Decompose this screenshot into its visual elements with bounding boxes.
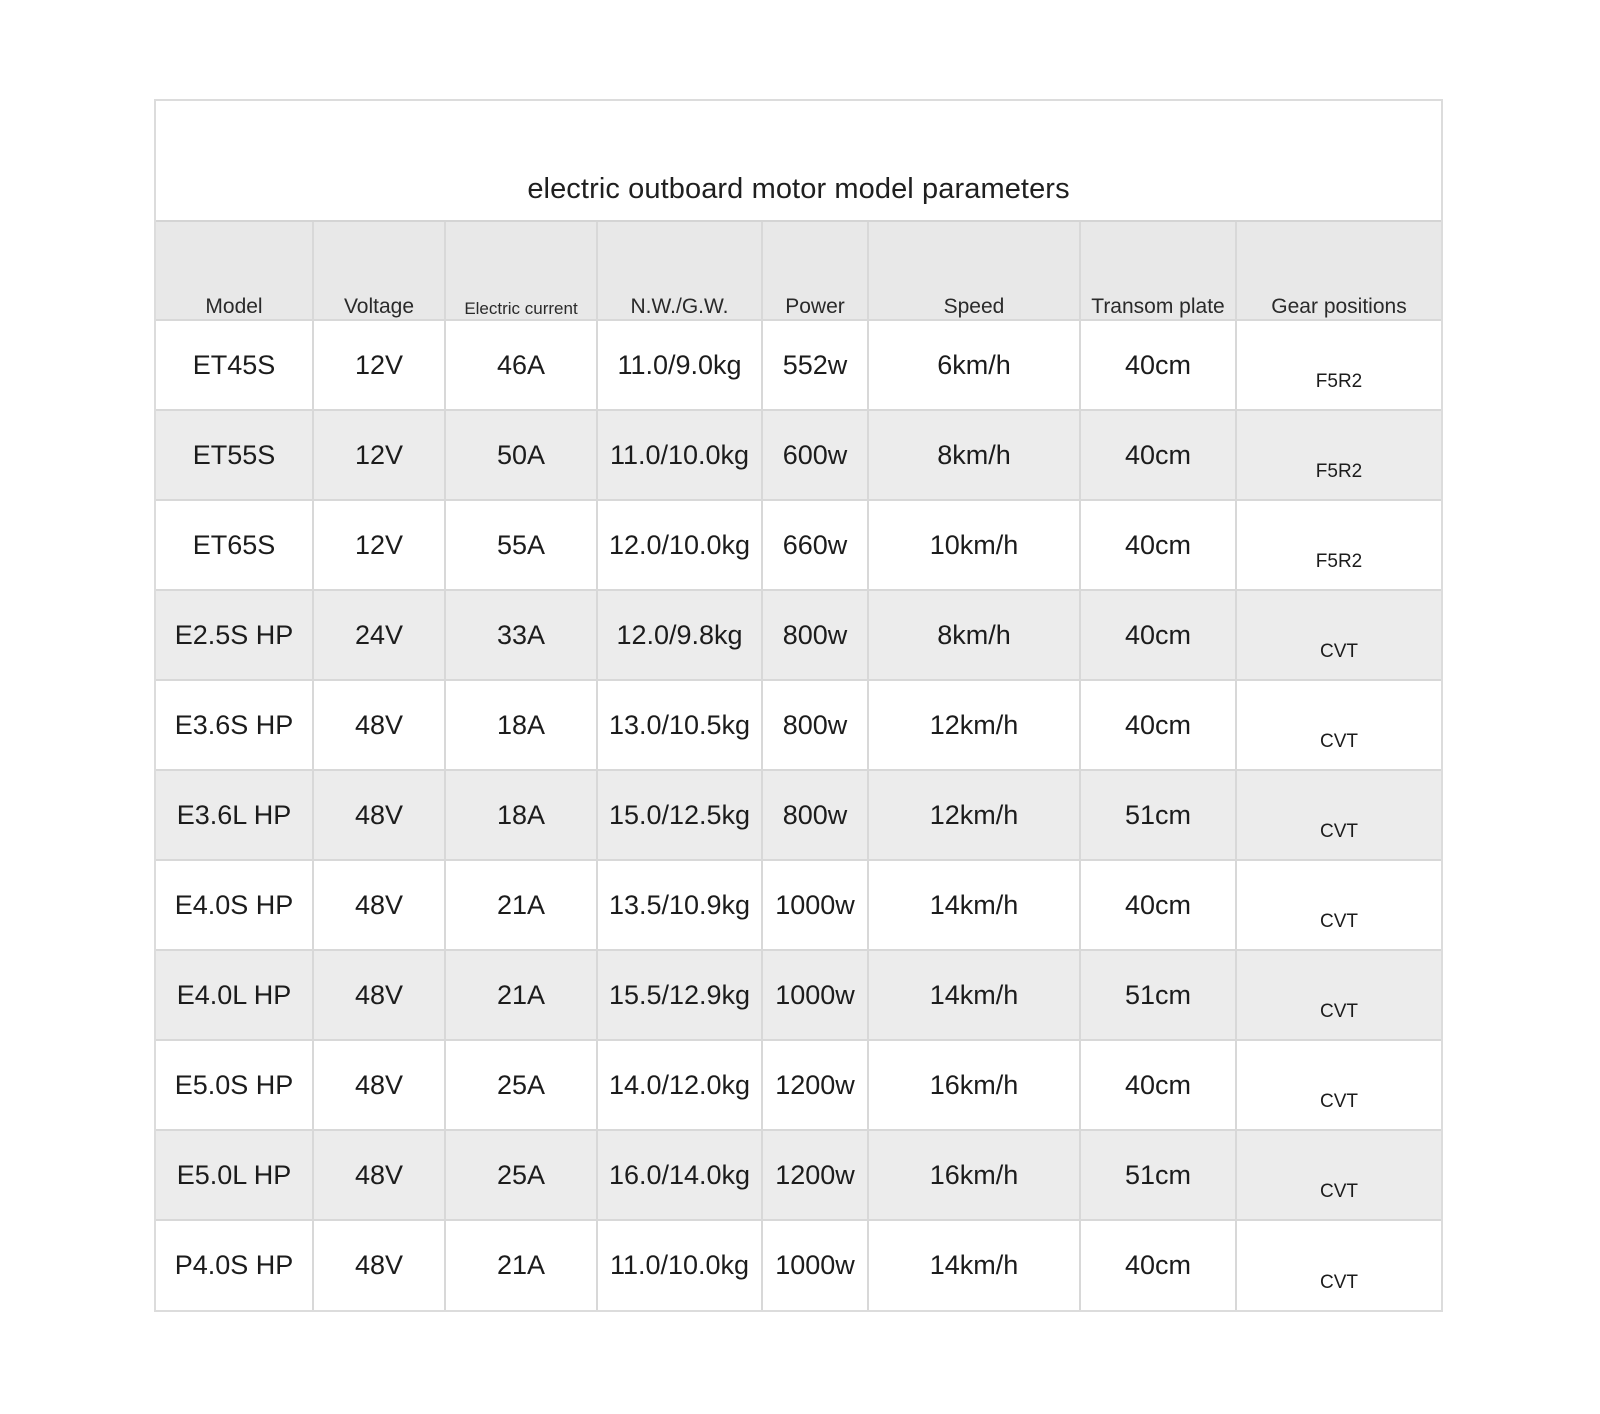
cell-weight: 13.0/10.5kg (597, 680, 762, 770)
cell-weight: 12.0/9.8kg (597, 590, 762, 680)
cell-voltage: 48V (313, 680, 445, 770)
cell-speed: 12km/h (868, 680, 1080, 770)
cell-electric-current: 21A (445, 860, 597, 950)
cell-transom-plate: 40cm (1080, 1220, 1236, 1310)
cell-voltage: 12V (313, 320, 445, 410)
cell-transom-plate: 40cm (1080, 500, 1236, 590)
cell-electric-current: 18A (445, 680, 597, 770)
cell-weight: 13.5/10.9kg (597, 860, 762, 950)
cell-gear-positions: F5R2 (1236, 320, 1441, 410)
cell-voltage: 48V (313, 950, 445, 1040)
cell-power: 552w (762, 320, 868, 410)
cell-speed: 16km/h (868, 1130, 1080, 1220)
cell-voltage: 48V (313, 1220, 445, 1310)
cell-gear-positions: CVT (1236, 1040, 1441, 1130)
cell-electric-current: 21A (445, 950, 597, 1040)
cell-electric-current: 25A (445, 1040, 597, 1130)
table-body (156, 320, 1441, 1310)
cell-model: E4.0S HP (156, 860, 313, 950)
cell-power: 800w (762, 590, 868, 680)
cell-speed: 14km/h (868, 860, 1080, 950)
cell-power: 1200w (762, 1130, 868, 1220)
column-header-weight: N.W./G.W. (597, 222, 762, 320)
cell-electric-current: 25A (445, 1130, 597, 1220)
cell-weight: 11.0/10.0kg (597, 410, 762, 500)
cell-transom-plate: 40cm (1080, 320, 1236, 410)
cell-transom-plate: 51cm (1080, 950, 1236, 1040)
cell-gear-positions: F5R2 (1236, 500, 1441, 590)
cell-transom-plate: 40cm (1080, 860, 1236, 950)
cell-transom-plate: 40cm (1080, 680, 1236, 770)
table-row (156, 950, 1441, 1040)
cell-power: 660w (762, 500, 868, 590)
cell-power: 800w (762, 770, 868, 860)
column-header-electric-current: Electric current (445, 222, 597, 320)
parameters-table (156, 222, 1441, 1310)
column-header-gear-positions: Gear positions (1236, 222, 1441, 320)
cell-model: E3.6S HP (156, 680, 313, 770)
cell-transom-plate: 51cm (1080, 1130, 1236, 1220)
table-row (156, 500, 1441, 590)
column-header-power: Power (762, 222, 868, 320)
table-row (156, 1220, 1441, 1310)
table-title-row (156, 101, 1441, 222)
cell-transom-plate: 40cm (1080, 410, 1236, 500)
cell-model: E5.0L HP (156, 1130, 313, 1220)
cell-speed: 8km/h (868, 590, 1080, 680)
table-row (156, 1130, 1441, 1220)
table-row (156, 1040, 1441, 1130)
table-row (156, 680, 1441, 770)
cell-electric-current: 46A (445, 320, 597, 410)
cell-speed: 14km/h (868, 1220, 1080, 1310)
cell-model: ET65S (156, 500, 313, 590)
cell-speed: 16km/h (868, 1040, 1080, 1130)
cell-weight: 12.0/10.0kg (597, 500, 762, 590)
column-header-transom-plate: Transom plate (1080, 222, 1236, 320)
cell-gear-positions: CVT (1236, 770, 1441, 860)
cell-voltage: 24V (313, 590, 445, 680)
table-row (156, 410, 1441, 500)
cell-model: ET45S (156, 320, 313, 410)
cell-speed: 8km/h (868, 410, 1080, 500)
parameters-table-container (154, 99, 1443, 1312)
cell-electric-current: 55A (445, 500, 597, 590)
header-row (156, 222, 1441, 320)
column-header-model: Model (156, 222, 313, 320)
table-row (156, 860, 1441, 950)
cell-weight: 14.0/12.0kg (597, 1040, 762, 1130)
cell-gear-positions: CVT (1236, 1130, 1441, 1220)
cell-weight: 11.0/9.0kg (597, 320, 762, 410)
cell-gear-positions: CVT (1236, 590, 1441, 680)
cell-gear-positions: CVT (1236, 680, 1441, 770)
cell-weight: 11.0/10.0kg (597, 1220, 762, 1310)
cell-voltage: 48V (313, 770, 445, 860)
cell-electric-current: 50A (445, 410, 597, 500)
table-row (156, 320, 1441, 410)
cell-weight: 15.0/12.5kg (597, 770, 762, 860)
cell-gear-positions: CVT (1236, 860, 1441, 950)
cell-model: E3.6L HP (156, 770, 313, 860)
cell-model: E2.5S HP (156, 590, 313, 680)
cell-model: ET55S (156, 410, 313, 500)
cell-weight: 16.0/14.0kg (597, 1130, 762, 1220)
cell-weight: 15.5/12.9kg (597, 950, 762, 1040)
column-header-voltage: Voltage (313, 222, 445, 320)
cell-power: 800w (762, 680, 868, 770)
table-row (156, 770, 1441, 860)
cell-electric-current: 18A (445, 770, 597, 860)
cell-electric-current: 33A (445, 590, 597, 680)
table-row (156, 590, 1441, 680)
cell-voltage: 48V (313, 1040, 445, 1130)
cell-model: E4.0L HP (156, 950, 313, 1040)
cell-voltage: 12V (313, 410, 445, 500)
table-title: electric outboard motor model parameters (527, 173, 1070, 205)
cell-speed: 10km/h (868, 500, 1080, 590)
cell-power: 1200w (762, 1040, 868, 1130)
cell-voltage: 48V (313, 1130, 445, 1220)
cell-transom-plate: 40cm (1080, 590, 1236, 680)
cell-speed: 6km/h (868, 320, 1080, 410)
cell-voltage: 12V (313, 500, 445, 590)
cell-power: 1000w (762, 950, 868, 1040)
cell-voltage: 48V (313, 860, 445, 950)
cell-gear-positions: CVT (1320, 1272, 1358, 1293)
cell-power: 1000w (762, 1220, 868, 1310)
cell-model: P4.0S HP (156, 1220, 313, 1310)
cell-electric-current: 21A (445, 1220, 597, 1310)
cell-speed: 14km/h (868, 950, 1080, 1040)
cell-gear-positions: CVT (1236, 950, 1441, 1040)
cell-model: E5.0S HP (156, 1040, 313, 1130)
cell-speed: 12km/h (868, 770, 1080, 860)
cell-power: 1000w (762, 860, 868, 950)
cell-transom-plate: 51cm (1080, 770, 1236, 860)
cell-power: 600w (762, 410, 868, 500)
column-header-speed: Speed (868, 222, 1080, 320)
cell-gear-positions: F5R2 (1236, 410, 1441, 500)
cell-transom-plate: 40cm (1080, 1040, 1236, 1130)
